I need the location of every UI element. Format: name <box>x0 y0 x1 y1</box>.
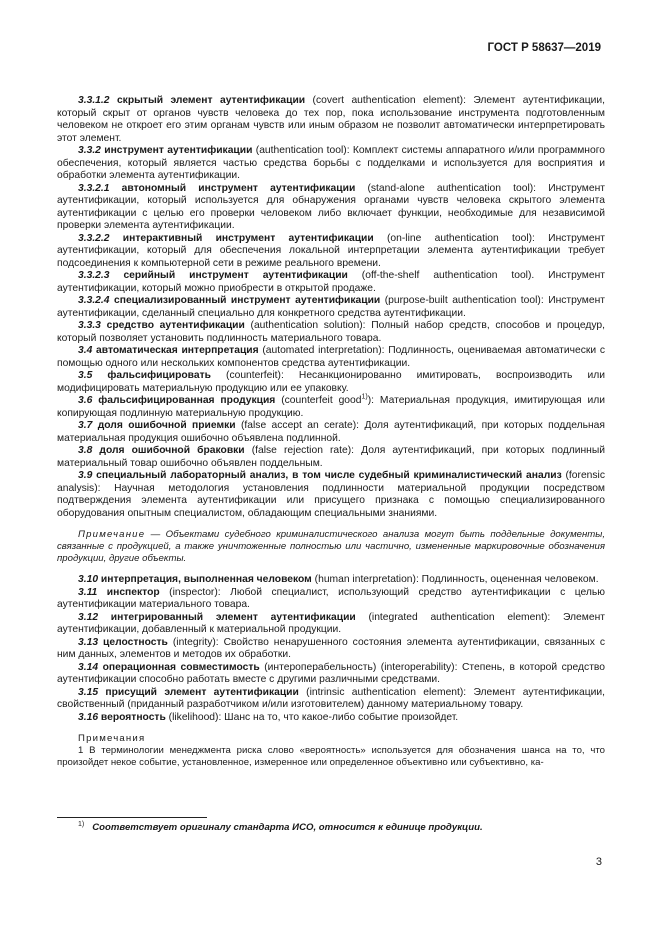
term-entry: 3.5 фальсифицировать (counterfeit): Несанкционированно имитировать, воспроизводить или модифицировать материальную продукцию или ее упаковку. <box>57 370 605 394</box>
term-entry: 3.3.2.4 специализированный инструмент аутентификации (purpose-built authentication tool): Инструмент аутентификации, сделанный специально для конкретного средства аутентификации. <box>57 295 605 319</box>
term-entry: 3.12 интегрированный элемент аутентификации (integrated authentication element): Элемент аутентификации, добавленный к материальной продукции. <box>57 611 605 635</box>
term-entry: 3.11 инспектор (inspector): Любой специалист, использующий средство аутентификации с целью аутентификации материального товара. <box>57 586 605 610</box>
term-entry: 3.3.2.1 автономный инструмент аутентификации (stand-alone authentication tool): Инструмент аутентификации, который используется для обнаружения органами чувств человека скрытого элемента аутентификации с целью его проверки человеком либо включает функции, необходимые для независимой проверки элемента аутентификации. <box>57 182 605 231</box>
term-entry: 3.16 вероятность (likelihood): Шанс на то, что какое-либо событие произойдет. <box>78 711 459 723</box>
term-entry: 3.4 автоматическая интерпретация (automated interpretation): Подлинность, оцениваемая автоматически с помощью одного или нескольких компонентов средства аутентификации. <box>57 345 605 369</box>
term-entry: 3.3.1.2 скрытый элемент аутентификации (covert authentication element): Элемент аутентификации, который скрыт от органов чувств человека до тех пор, пока использование инструмента подготовленным человеком не откроет его этим органам чувств или иным образом не позволит автоматически интерпретировать этот элемент. <box>57 95 605 144</box>
page-number: 3 <box>595 856 602 868</box>
term-entry: 3.9 специальный лабораторный анализ, в том числе судебный криминалистический анализ (forensic analysis): Научная методология установления подлинности материальной продукции посредством подтверждения элемента аутентификации или присущего признака с помощью специализированного оборудования опытным специалистом, обладающим специальными знаниями. <box>57 470 605 519</box>
footnote <box>78 822 605 833</box>
term-entry: 3.3.2 инструмент аутентификации (authentication tool): Комплект системы аппаратного и/или программного обеспечения, который является частью средства борьбы с подделками и используется для восприятия и обработки элемента аутентификации. <box>57 145 605 181</box>
notes-title: Примечания <box>78 733 146 744</box>
term-entry: 3.3.3 средство аутентификации (authentication solution): Полный набор средств, способов и процедур, который позволяет установить подлинность материального товара. <box>57 320 605 344</box>
footnote-mark: 1) <box>78 820 85 828</box>
document-body <box>57 95 605 769</box>
term-entry: 3.13 целостность (integrity): Свойство ненарушенного состояния элемента аутентификации, связанных с ним данных, элементов и методов их обработки. <box>57 636 605 660</box>
term-entry: 3.8 доля ошибочной браковки (false rejection rate): Доля аутентификаций, при которых подлинный материальный товар ошибочно объявлен поддельным. <box>57 445 605 469</box>
footnote-ref[interactable]: 1) <box>361 393 368 401</box>
note-item: 1 В терминологии менеджмента риска слово «вероятность» используется для обозначения шанса на то, что произойдет некое событие, установленное, измеренное или определенное объективно или субъективно, ка- <box>57 745 605 768</box>
term-entry: 3.14 операционная совместимость (интероперабельность) (interoperability): Степень, в которой средство аутентификации способно работать вместе с другими различными средствами. <box>57 661 605 685</box>
term-entry: 3.3.2.2 интерактивный инструмент аутентификации (on-line authentication tool): Инструмент аутентификации, который для обеспечения локальной интерпретации элемента аутентификации требует подсоединения к компьютерной сети в режиме реального времени. <box>57 232 605 269</box>
term-entry: 3.7 доля ошибочной приемки (false accept an cerate): Доля аутентификаций, при которых поддельная материальная продукция ошибочно объявлена подлинной. <box>57 420 605 444</box>
footnote-text: Соответствует оригиналу стандарта ИСО, относится к единице продукции. <box>92 822 483 833</box>
footnote-divider <box>57 817 207 818</box>
term-entry: 3.15 присущий элемент аутентификации (intrinsic authentication element): Элемент аутентификации, свойственный (приданный разработчиком и/или изготовителем) данному материальному товару. <box>57 686 605 710</box>
note: Примечание — Объектами судебного криминалистического анализа могут быть поддельные документы, связанные с продукцией, а также уничтоженные полностью или частично, измененные маркировочные обозначения продукции, другие объекты. <box>57 529 605 564</box>
term-entry: 3.3.2.3 серийный инструмент аутентификации (off-the-shelf authentication tool). Инструмент аутентификации, который можно приобрести в открытой продаже. <box>57 270 605 294</box>
term-entry: 3.10 интерпретация, выполненная человеком (human interpretation): Подлинность, оцененная человеком. <box>78 574 599 585</box>
term-entry: 3.6 фальсифицированная продукция (counterfeit good$^{1)}$): Материальная продукция, имитирующая или копирующая подлинную материальную продукцию. <box>57 393 605 419</box>
document-code: ГОСТ Р 58637—2019 <box>487 42 601 54</box>
